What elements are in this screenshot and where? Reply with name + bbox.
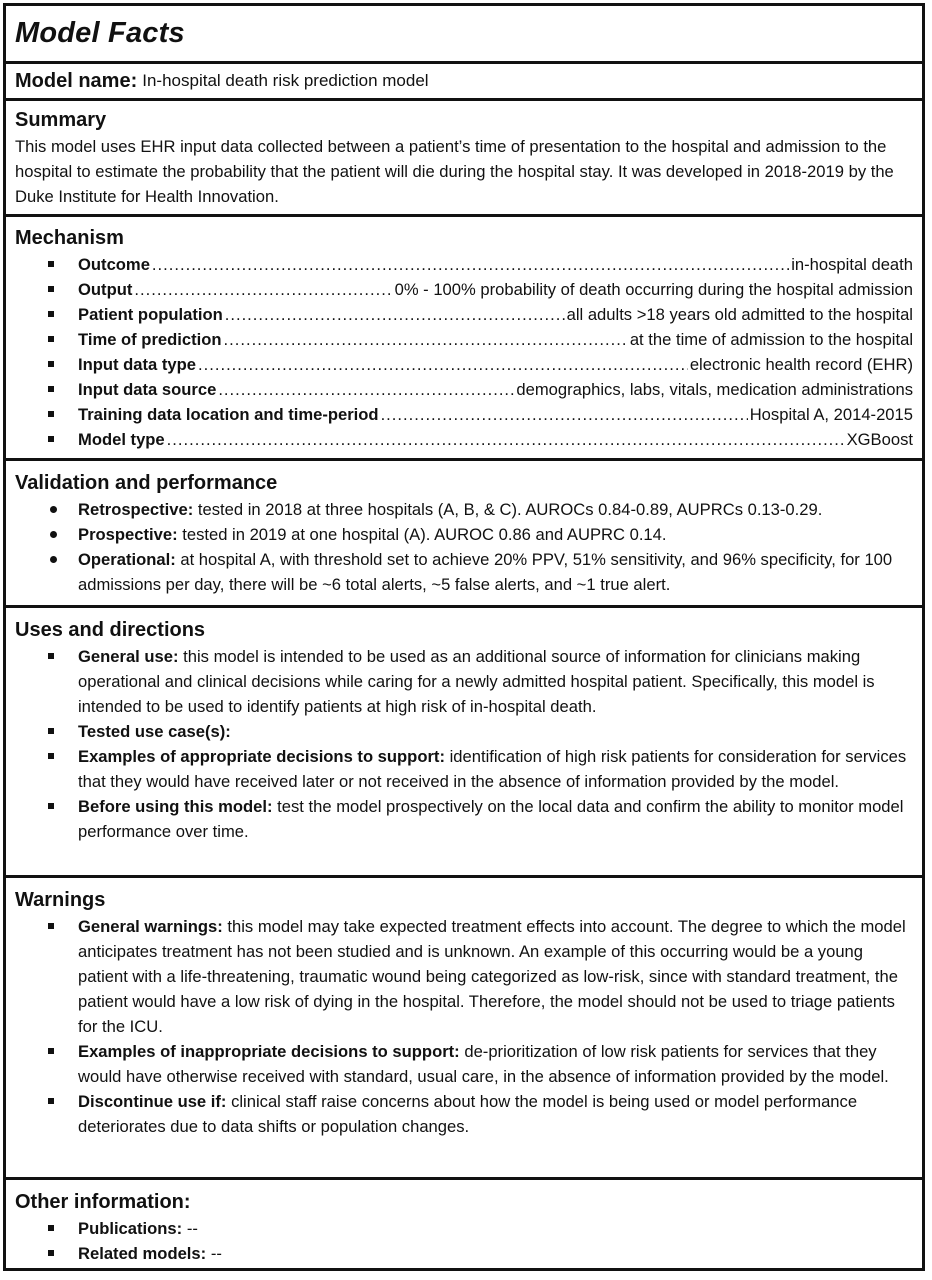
mechanism-section — [6, 217, 922, 461]
title-section — [6, 6, 922, 64]
mechanism-value: at the time of admission to the hospital — [629, 330, 913, 349]
uses-item — [15, 719, 913, 744]
warnings-text: clinical staff raise concerns about how the model is being used or model performance deteriorates due to data shifts or population changes. — [78, 1092, 858, 1136]
warnings-heading: Warnings — [15, 889, 106, 911]
page-title: Model Facts — [15, 17, 185, 49]
uses-label: Examples of appropriate decisions to support: — [78, 747, 445, 766]
validation-section — [6, 461, 922, 608]
uses-text: test the model prospectively on the local data and confirm the ability to monitor model performance over time. — [78, 797, 904, 841]
mechanism-label: Output — [78, 280, 133, 299]
summary-heading: Summary — [15, 109, 107, 131]
uses-list — [15, 644, 913, 844]
other-list — [15, 1216, 913, 1266]
mechanism-item — [15, 252, 913, 277]
other-heading: Other information: — [15, 1191, 191, 1213]
other-text: -- — [210, 1244, 222, 1263]
warnings-section — [6, 878, 922, 1180]
uses-text: this model is intended to be used as an additional source of information for clinicians making operational and clinical decisions while caring for a newly admitted hospital patient. Specifically, this model is intended to be used to identify patients at high risk of in-hospital death. — [78, 647, 875, 716]
warnings-item — [15, 914, 913, 1039]
validation-item — [15, 522, 913, 547]
mechanism-item — [15, 377, 913, 402]
warnings-label: Discontinue use if: — [78, 1092, 227, 1111]
validation-label: Retrospective: — [78, 500, 194, 519]
mechanism-label: Training data location and time-period — [78, 405, 379, 424]
model-facts-card — [3, 3, 925, 1271]
uses-item — [15, 744, 913, 794]
other-section — [6, 1180, 922, 1266]
mechanism-value: electronic health record (EHR) — [689, 355, 913, 374]
other-label: Related models: — [78, 1244, 207, 1263]
uses-item — [15, 644, 913, 719]
other-item — [15, 1241, 913, 1266]
validation-item — [15, 547, 913, 597]
mechanism-item — [15, 277, 913, 302]
uses-section — [6, 608, 922, 878]
mechanism-label: Input data type — [78, 355, 197, 374]
mechanism-label: Input data source — [78, 380, 217, 399]
warnings-list — [15, 914, 913, 1139]
warnings-item — [15, 1039, 913, 1089]
other-item — [15, 1216, 913, 1241]
validation-text: tested in 2018 at three hospitals (A, B, & C). AUROCs 0.84-0.89, AUPRCs 0.13-0.29. — [197, 500, 823, 519]
warnings-label: General warnings: — [78, 917, 223, 936]
warnings-text: this model may take expected treatment effects into account. The degree to which the model anticipates treatment has not been studied and is unknown. An example of this occurring would be a young patient with a life-threatening, traumatic wound being categorized as low-risk, since with standard treatment, the patient would have a low risk of dying in the hospital. Therefore, the model should not be used to triage patients for the ICU. — [78, 917, 906, 1036]
mechanism-label: Model type — [78, 430, 165, 449]
validation-heading: Validation and performance — [15, 472, 278, 494]
uses-heading: Uses and directions — [15, 619, 206, 641]
mechanism-heading: Mechanism — [15, 227, 124, 249]
mechanism-item — [15, 427, 913, 452]
other-text: -- — [186, 1219, 198, 1238]
warnings-item — [15, 1089, 913, 1139]
uses-label: Tested use case(s): — [78, 722, 231, 741]
uses-item — [15, 794, 913, 844]
uses-label: Before using this model: — [78, 797, 273, 816]
mechanism-item — [15, 352, 913, 377]
uses-label: General use: — [78, 647, 179, 666]
validation-text: tested in 2019 at one hospital (A). AUROC 0.86 and AUPRC 0.14. — [182, 525, 667, 544]
mechanism-value: all adults >18 years old admitted to the hospital — [566, 305, 913, 324]
mechanism-label: Patient population — [78, 305, 223, 324]
validation-text: at hospital A, with threshold set to achieve 20% PPV, 51% sensitivity, and 96% specificity, for 100 admissions per day, there will be ~6 total alerts, ~5 false alerts, and ~1 true alert. — [78, 550, 893, 594]
mechanism-label: Time of prediction — [78, 330, 222, 349]
mechanism-item — [15, 402, 913, 427]
mechanism-value: in-hospital death — [791, 255, 913, 274]
warnings-label: Examples of inappropriate decisions to support: — [78, 1042, 460, 1061]
mechanism-item — [15, 327, 913, 352]
summary-text: This model uses EHR input data collected between a patient’s time of presentation to the hospital and admission to the hospital to estimate the probability that the patient will die during the hospital stay. It was developed in 2018-2019 by the Duke Institute for Health Innovation. — [15, 137, 894, 206]
validation-label: Operational: — [78, 550, 176, 569]
model-name-value: In-hospital death risk prediction model — [142, 71, 429, 90]
mechanism-value: XGBoost — [846, 430, 913, 449]
validation-list — [15, 497, 913, 597]
mechanism-value: 0% - 100% probability of death occurring during the hospital admission — [394, 280, 913, 299]
uses-text: identification of high risk patients for consideration for services that they would have received later or not received in the absence of information provided by the model. — [78, 747, 907, 791]
mechanism-item — [15, 302, 913, 327]
summary-section — [6, 101, 922, 217]
model-name-label: Model name: — [15, 69, 138, 92]
validation-label: Prospective: — [78, 525, 178, 544]
model-name-section — [6, 64, 922, 101]
mechanism-list — [15, 252, 913, 452]
mechanism-label: Outcome — [78, 255, 150, 274]
warnings-text: de-prioritization of low risk patients for services that they would have otherwise received with standard, usual care, in the absence of information provided by the model. — [78, 1042, 889, 1086]
validation-item — [15, 497, 913, 522]
mechanism-value: demographics, labs, vitals, medication administrations — [516, 380, 913, 399]
other-label: Publications: — [78, 1219, 183, 1238]
mechanism-value: Hospital A, 2014-2015 — [749, 405, 913, 424]
